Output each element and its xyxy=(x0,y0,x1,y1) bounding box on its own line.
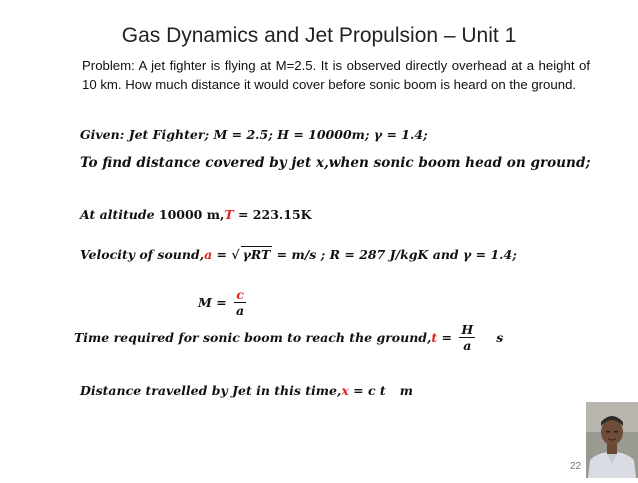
time-text: Time required for sonic boom to reach the ground, xyxy=(74,330,432,345)
given-gamma: γ = 1.4; xyxy=(373,127,428,142)
sqrt-radicand: γRT xyxy=(242,247,271,262)
to-find-suffix: ; xyxy=(585,155,591,171)
velocity-line xyxy=(80,246,517,262)
problem-statement: Problem: A jet fighter is flying at M=2.5. It is observed directly overhead at a height of 10 km. How much distance it would cover before sonic boom is heard on the ground. xyxy=(82,58,590,92)
time-unit: s xyxy=(496,330,504,345)
altitude-line xyxy=(80,207,312,222)
page-number: 22 xyxy=(570,461,582,472)
mach-relation xyxy=(198,287,249,318)
presenter-photo-icon xyxy=(586,402,638,478)
given-line xyxy=(80,127,428,142)
time-eq: = xyxy=(437,330,457,345)
distance-eq: = c t xyxy=(348,383,386,398)
velocity-var: a xyxy=(204,247,213,262)
altitude-value: 10000 m, xyxy=(158,207,225,222)
time-denominator: a xyxy=(463,338,472,353)
time-fraction xyxy=(459,322,475,353)
slide-title: Gas Dynamics and Jet Propulsion – Unit 1 xyxy=(121,24,517,47)
velocity-text: Velocity of sound, xyxy=(80,247,205,262)
mach-fraction xyxy=(234,287,246,318)
temperature-var: T xyxy=(224,207,234,222)
given-height: H = 10000m; xyxy=(277,127,370,142)
presenter-photo xyxy=(586,402,638,478)
mach-denominator: a xyxy=(236,303,245,318)
distance-line xyxy=(80,383,413,398)
temperature-value: = 223.15K xyxy=(233,207,312,222)
distance-text: Distance travelled by Jet in this time, xyxy=(80,383,342,398)
velocity-rest: = m/s ; R = 287 J/kgK and γ = 1.4; xyxy=(272,247,517,262)
time-var: t xyxy=(431,330,438,345)
mach-numerator: c xyxy=(234,287,246,303)
to-find-text: To find distance covered by jet x,when sonic boom head on ground xyxy=(80,155,586,171)
time-numerator: H xyxy=(461,322,474,337)
mach-lhs: M = xyxy=(198,295,232,310)
time-line xyxy=(74,322,503,353)
velocity-eq: = xyxy=(212,247,232,262)
given-mach: M = 2.5; xyxy=(213,127,273,142)
given-label: Given: Jet Fighter; xyxy=(80,127,210,142)
distance-var: x xyxy=(341,383,349,398)
altitude-text: At altitude xyxy=(80,207,159,222)
sqrt-sign: √ xyxy=(231,247,240,262)
distance-unit: m xyxy=(399,383,413,398)
to-find-line xyxy=(80,155,590,171)
